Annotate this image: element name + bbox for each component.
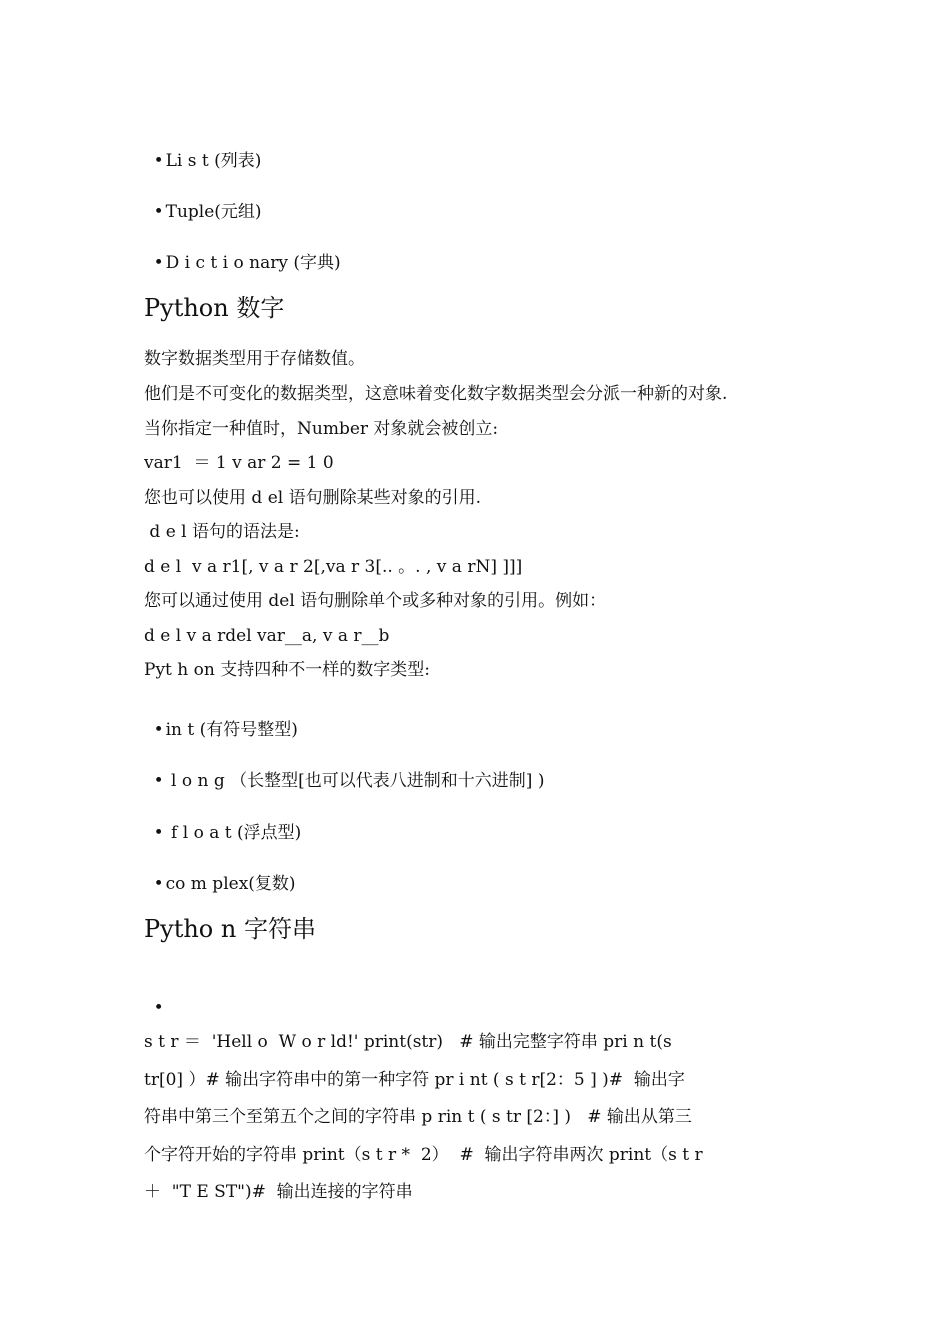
code-line: tr[0] ）# 输出字符串中的第一种字符 pr i nt ( s t r[2：5 ] )# 输出字 bbox=[144, 1069, 685, 1090]
paragraph-line: d e l 语句的语法是: bbox=[144, 522, 300, 542]
paragraph-line: 您可以通过使用 del 语句删除单个或多种对象的引用。例如： bbox=[144, 591, 607, 611]
heading-python-strings: Pytho n 字符串 bbox=[144, 915, 316, 943]
list-item-long: • l o n g （长整型[也可以代表八进制和十六进制] ) bbox=[153, 771, 545, 791]
paragraph-line: 他们是不可变化的数据类型，这意味着变化数字数据类型会分派一种新的对象. bbox=[144, 384, 728, 404]
paragraph-line: 数字数据类型用于存储数值。 bbox=[144, 349, 365, 369]
list-item-dictionary: • D i c t i o nary (字典) bbox=[153, 253, 341, 273]
code-line: s t r ＝ 'Hell o W o r ld!' print(str) # 输出完整字符串 pri n t(s bbox=[144, 1032, 672, 1052]
bullet-icon: • bbox=[153, 874, 164, 894]
list-item-complex: • co m plex(复数) bbox=[153, 874, 296, 894]
bullet-icon: • bbox=[153, 151, 164, 171]
heading-python-numbers: Python 数字 bbox=[144, 294, 285, 322]
list-item-float: • f l o a t (浮点型) bbox=[153, 823, 302, 843]
list-item-tuple: • Tuple(元组) bbox=[153, 202, 262, 222]
code-line: 个字符开始的字符串 print（s t r * 2） # 输出字符串两次 print（s t r bbox=[144, 1144, 703, 1165]
string-code-block bbox=[144, 1024, 809, 1212]
paragraph-line: 当你指定一种值时，Number 对象就会被创立: bbox=[144, 419, 499, 439]
bullet-icon: • bbox=[153, 998, 164, 1018]
code-line: d e l v a r1[, v a r 2[,va r 3[.. 。. , v a rN] ]]] bbox=[144, 557, 523, 577]
code-line: 符串中第三个至第五个之间的字符串 p rin t ( s tr [2：] ) # 输出从第三 bbox=[144, 1107, 692, 1127]
paragraph-line: Pyt h on 支持四种不一样的数字类型: bbox=[144, 660, 430, 680]
bullet-icon: • bbox=[153, 771, 164, 791]
code-line: ＋ "T E ST")# 输出连接的字符串 bbox=[144, 1182, 413, 1202]
list-item-list: • Li s t (列表) bbox=[153, 151, 262, 171]
code-line: d e l v a rdel var__a, v a r__b bbox=[144, 626, 390, 646]
bullet-icon: • bbox=[153, 720, 164, 740]
code-line: var1 ＝ 1 v ar 2 = 1 0 bbox=[144, 453, 334, 473]
bullet-icon: • bbox=[153, 823, 164, 843]
bullet-icon: • bbox=[153, 253, 164, 273]
paragraph-line: 您也可以使用 d el 语句删除某些对象的引用. bbox=[144, 488, 481, 508]
list-item-int: • in t (有符号整型) bbox=[153, 720, 298, 740]
bullet-icon: • bbox=[153, 202, 164, 222]
